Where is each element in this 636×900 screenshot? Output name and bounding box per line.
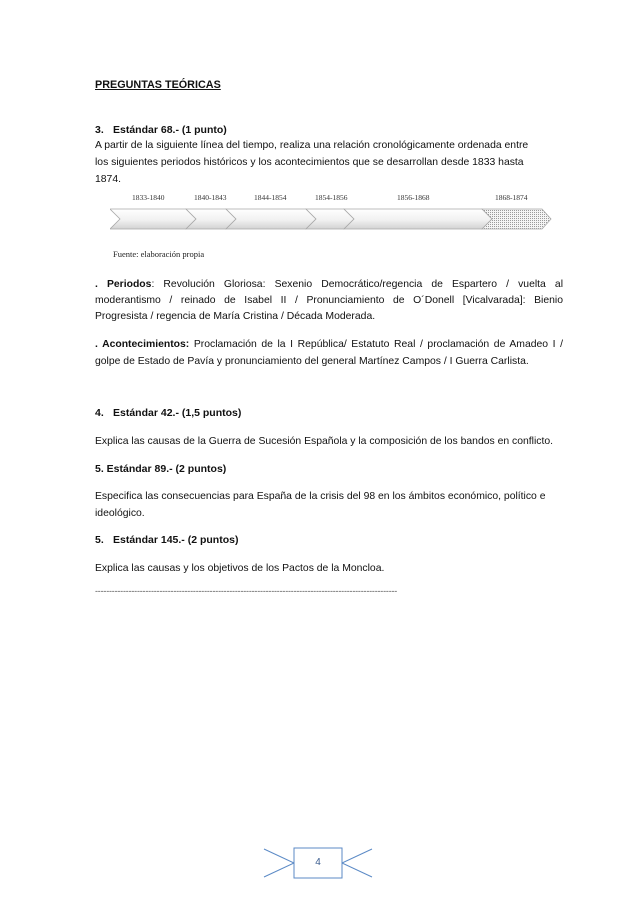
acontecimientos-text-1: Proclamación de la I República/ Estatuto Real / proclamación de Amadeo I / bbox=[189, 339, 563, 350]
q4-heading bbox=[95, 405, 563, 422]
ribbon-left-chevron bbox=[264, 849, 294, 877]
periodos-line-2: moderantismo / reinado de Isabel II / Pronunciamiento de O´Donell [Vicalvarada]: Bienio bbox=[95, 295, 563, 306]
q3-heading-text: Estándar 68.- (1 punto) bbox=[113, 124, 227, 136]
q5b-text: Explica las causas y los objetivos de los Pactos de la Moncloa. bbox=[95, 563, 385, 574]
q4-number: 4. bbox=[95, 407, 104, 419]
q3-text-line-3: 1874. bbox=[95, 174, 122, 185]
timeline-label-1868-1874: 1868-1874 bbox=[495, 193, 528, 202]
page-number: 4 bbox=[315, 857, 321, 868]
q3-number: 3. bbox=[95, 124, 104, 136]
timeline-figure bbox=[110, 190, 552, 265]
timeline-caption: Fuente: elaboración propia bbox=[113, 249, 205, 259]
timeline-label-1840-1843: 1840-1843 bbox=[194, 193, 227, 202]
periodos-text-1: : Revolución Gloriosa: Sexenio Democrático/regencia de Espartero / vuelta al bbox=[151, 279, 563, 290]
timeline-label-1833-1840: 1833-1840 bbox=[132, 193, 165, 202]
timeline-label-1844-1854: 1844-1854 bbox=[254, 193, 287, 202]
ribbon-right-chevron bbox=[342, 849, 372, 877]
q4-heading-text: Estándar 42.- (1,5 puntos) bbox=[113, 407, 242, 419]
acontecimientos-label: . Acontecimientos: bbox=[95, 339, 190, 350]
q5b-heading-text: Estándar 145.- (2 puntos) bbox=[113, 534, 239, 546]
q5b-heading bbox=[95, 532, 563, 549]
periodos-line-3: Progresista / regencia de María Cristina / Década Moderada. bbox=[95, 311, 376, 322]
acontecimientos-line-1 bbox=[95, 336, 563, 353]
timeline-label-1854-1856: 1854-1856 bbox=[315, 193, 348, 202]
timeline-label-1856-1868: 1856-1868 bbox=[397, 193, 430, 202]
timeline-arrow-1 bbox=[110, 209, 196, 229]
q5b-number: 5. bbox=[95, 534, 104, 546]
timeline-arrow-5 bbox=[344, 209, 492, 229]
q3-text-line-1: A partir de la siguiente línea del tiempo, realiza una relación cronológicamente ordenada entre bbox=[95, 140, 529, 151]
timeline-arrow-6 bbox=[482, 209, 551, 229]
dashed-separator: ------------------------------------------------------------------------------------------------------------ bbox=[95, 586, 398, 596]
q4-text: Explica las causas de la Guerra de Sucesión Española y la composición de los bandos en conflicto. bbox=[95, 436, 554, 447]
q5a-text-line-2: ideológico. bbox=[95, 508, 145, 519]
timeline-arrows bbox=[110, 202, 552, 252]
page-title: PREGUNTAS TEÓRICAS bbox=[95, 79, 221, 91]
acontecimientos-line-2: golpe de Estado de Pavía y pronunciamiento del general Martínez Campos / I Guerra Carlista. bbox=[95, 356, 529, 367]
q5a-heading: 5. Estándar 89.- (2 puntos) bbox=[95, 463, 227, 475]
periodos-label: . Periodos bbox=[95, 279, 152, 290]
q5a-text-line-1: Especifica las consecuencias para España de la crisis del 98 en los ámbitos económico, político e bbox=[95, 491, 546, 502]
timeline-arrow-3 bbox=[226, 209, 316, 229]
periodos-line-1 bbox=[95, 276, 563, 293]
q3-text-line-2: los siguientes periodos históricos y los acontecimientos que se desarrollan desde 1833 hasta bbox=[95, 157, 524, 168]
